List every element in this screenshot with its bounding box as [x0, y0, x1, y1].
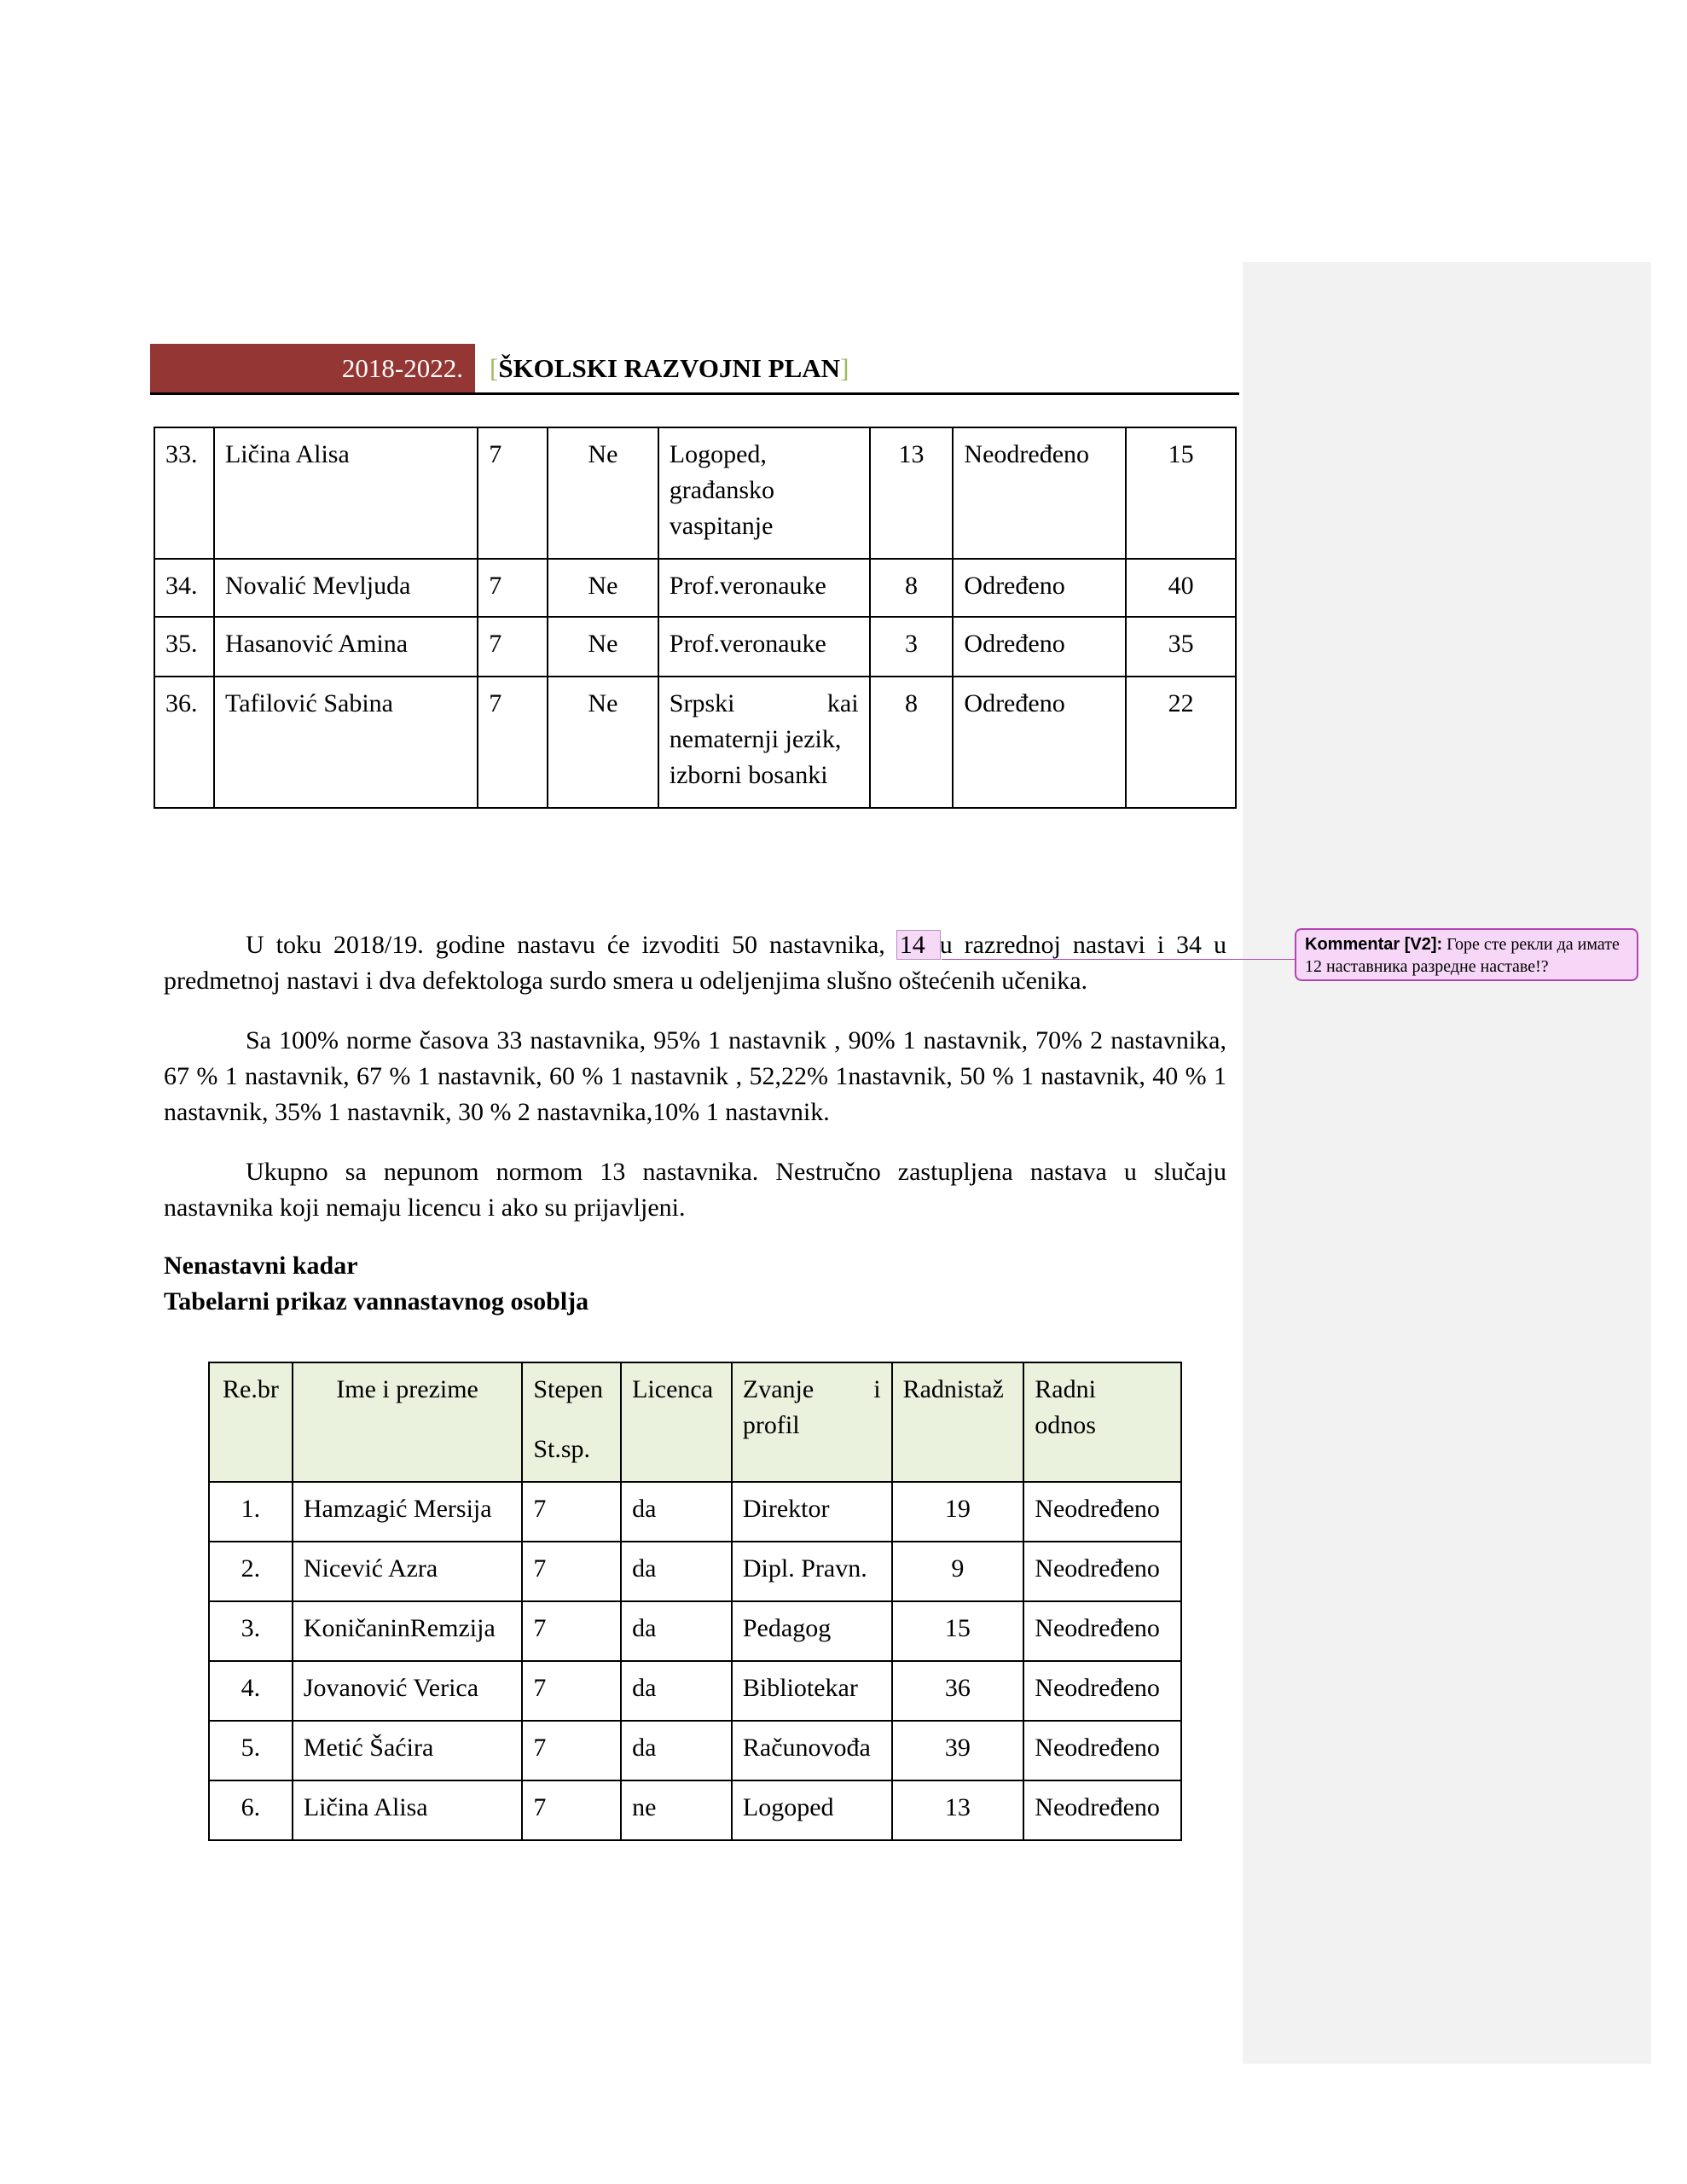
subject-line: Logoped,	[669, 440, 767, 468]
col-header-degree-2: St.sp.	[533, 1435, 591, 1463]
staff-name: KoničaninRemzija	[293, 1601, 523, 1661]
table-row	[209, 1721, 1181, 1780]
subject-line: vaspitanje	[669, 512, 774, 540]
col-header-contract-2: odnos	[1035, 1411, 1096, 1439]
bracket-close: ]	[840, 353, 849, 383]
years: 35	[1126, 617, 1236, 677]
col-header-title-1: Zvanje	[742, 1375, 815, 1403]
job-title: Dipl. Pravn.	[732, 1542, 892, 1601]
header-rule	[150, 392, 1239, 395]
hours: 3	[870, 617, 954, 677]
col-header-title-line	[743, 1372, 881, 1408]
col-header-title-i: i	[873, 1375, 881, 1403]
subject	[658, 677, 870, 808]
years: 22	[1126, 677, 1236, 808]
degree: 7	[522, 1482, 621, 1542]
comment-pane	[1243, 262, 1651, 2064]
col-header-degree	[522, 1362, 621, 1482]
row-number: 3.	[209, 1601, 293, 1661]
degree: 7	[478, 617, 548, 677]
row-number: 35.	[154, 617, 214, 677]
header-years: 2018-2022.	[150, 344, 475, 393]
row-number: 34.	[154, 559, 214, 617]
license: da	[621, 1721, 732, 1780]
col-header-license: Licenca	[621, 1362, 732, 1482]
job-title: Računovođa	[732, 1721, 892, 1780]
staff-name: Ličina Alisa	[293, 1780, 523, 1840]
section-subtitle: Tabelarni prikaz vannastavnog osoblja	[164, 1287, 589, 1316]
license: da	[621, 1661, 732, 1721]
degree: 7	[478, 559, 548, 617]
staff-table	[208, 1362, 1182, 1841]
subject: Prof.veronauke	[658, 617, 870, 677]
subject	[658, 427, 870, 559]
degree: 7	[522, 1780, 621, 1840]
degree: 7	[522, 1661, 621, 1721]
staff-name: Nicević Azra	[293, 1542, 523, 1601]
paragraph-text: u razrednoj nastavi i 34 u predmetnoj nastavi i dva defektologa surdo smera u odeljenjima slušno oštećenih učenika.	[164, 931, 1226, 995]
row-number: 5.	[209, 1721, 293, 1780]
license: Ne	[548, 617, 658, 677]
contract-type: Neodređeno	[1023, 1482, 1181, 1542]
commented-text[interactable]: 14	[897, 931, 940, 959]
years: 13	[892, 1780, 1024, 1840]
row-number: 36.	[154, 677, 214, 808]
hours: 13	[870, 427, 954, 559]
section-title: Nenastavni kadar	[164, 1252, 358, 1280]
contract-type: Neodređeno	[953, 427, 1126, 559]
contract-type: Neodređeno	[1023, 1542, 1181, 1601]
staff-name: Metić Šaćira	[293, 1721, 523, 1780]
table-row	[209, 1482, 1181, 1542]
subject-line: Srpski kai	[669, 689, 859, 717]
table-row	[154, 559, 1236, 617]
degree: 7	[522, 1542, 621, 1601]
teacher-name: Ličina Alisa	[214, 427, 478, 559]
table-row	[209, 1661, 1181, 1721]
license: da	[621, 1482, 732, 1542]
table-row	[209, 1601, 1181, 1661]
subject-line: nematernji jezik,	[669, 725, 842, 753]
paragraph-norms: Sa 100% norme časova 33 nastavnika, 95% 1 nastavnik , 90% 1 nastavnik, 70% 2 nastavnika, 67 % 1 nastavnik, 67 % 1 nastavnik, 60 % 1 nastavnik , 52,22% 1nastavnik, 50 % 1 nastavnik, 40 % 1 nastavnik, 35% 1 nastavnik, 30 % 2 nastavnika,10% 1 nastavnik.	[164, 1026, 1226, 1126]
staff-name: Jovanović Verica	[293, 1661, 523, 1721]
years: 36	[892, 1661, 1024, 1721]
job-title: Direktor	[732, 1482, 892, 1542]
years: 9	[892, 1542, 1024, 1601]
paragraph-partial-norm: Ukupno sa nepunom normom 13 nastavnika. Nestručno zastupljena nastava u slučaju nastavnika koji nemaju licencu i ako su prijavljeni.	[164, 1158, 1226, 1222]
comment-label: Kommentar [V2]:	[1305, 935, 1443, 954]
subject-line: izborni bosanki	[669, 761, 828, 789]
contract-type: Određeno	[953, 677, 1126, 808]
table-row	[154, 617, 1236, 677]
degree: 7	[522, 1721, 621, 1780]
comment-text: Горе сте рекли да имате 12 наставника разредне наставе!?	[1305, 935, 1620, 976]
col-header-number: Re.br	[209, 1362, 293, 1482]
col-header-degree-1: Stepen	[533, 1375, 603, 1403]
row-number: 33.	[154, 427, 214, 559]
degree: 7	[478, 677, 548, 808]
job-title: Bibliotekar	[732, 1661, 892, 1721]
row-number: 1.	[209, 1482, 293, 1542]
table-header-row	[209, 1362, 1181, 1482]
subject-line: građansko	[669, 476, 775, 504]
staff-name: Hamzagić Mersija	[293, 1482, 523, 1542]
table-row	[209, 1542, 1181, 1601]
contract-type: Određeno	[953, 617, 1126, 677]
contract-type: Neodređeno	[1023, 1721, 1181, 1780]
contract-type: Neodređeno	[1023, 1780, 1181, 1840]
teacher-name: Tafilović Sabina	[214, 677, 478, 808]
years: 40	[1126, 559, 1236, 617]
years: 15	[892, 1601, 1024, 1661]
row-number: 4.	[209, 1661, 293, 1721]
header-title	[490, 344, 849, 393]
col-header-contract	[1023, 1362, 1181, 1482]
comment-balloon[interactable]	[1295, 928, 1638, 981]
degree: 7	[522, 1601, 621, 1661]
subject: Prof.veronauke	[658, 559, 870, 617]
years: 39	[892, 1721, 1024, 1780]
license: ne	[621, 1780, 732, 1840]
license: Ne	[548, 677, 658, 808]
job-title: Logoped	[732, 1780, 892, 1840]
teacher-name: Novalić Mevljuda	[214, 559, 478, 617]
table-row	[209, 1780, 1181, 1840]
hours: 8	[870, 559, 954, 617]
col-header-years: Radnistaž	[892, 1362, 1024, 1482]
bracket-open: [	[490, 353, 499, 383]
comment-connector	[942, 959, 1296, 961]
license: Ne	[548, 427, 658, 559]
contract-type: Određeno	[953, 559, 1126, 617]
paragraph-text: U toku 2018/19. godine nastavu će izvoditi 50 nastavnika,	[246, 931, 897, 959]
years: 15	[1126, 427, 1236, 559]
col-header-contract-1: Radni	[1035, 1375, 1096, 1403]
header-title-text: ŠKOLSKI RAZVOJNI PLAN	[498, 353, 841, 383]
table-row	[154, 677, 1236, 808]
row-number: 2.	[209, 1542, 293, 1601]
license: Ne	[548, 559, 658, 617]
contract-type: Neodređeno	[1023, 1661, 1181, 1721]
col-header-name: Ime i prezime	[293, 1362, 523, 1482]
years: 19	[892, 1482, 1024, 1542]
table-row	[154, 427, 1236, 559]
teacher-name: Hasanović Amina	[214, 617, 478, 677]
license: da	[621, 1601, 732, 1661]
col-header-title	[732, 1362, 892, 1482]
col-header-title-2: profil	[742, 1411, 800, 1439]
job-title: Pedagog	[732, 1601, 892, 1661]
paragraph-teachers-count	[164, 927, 1226, 999]
degree: 7	[478, 427, 548, 559]
hours: 8	[870, 677, 954, 808]
row-number: 6.	[209, 1780, 293, 1840]
license: da	[621, 1542, 732, 1601]
contract-type: Neodređeno	[1023, 1601, 1181, 1661]
teachers-table	[154, 427, 1237, 809]
